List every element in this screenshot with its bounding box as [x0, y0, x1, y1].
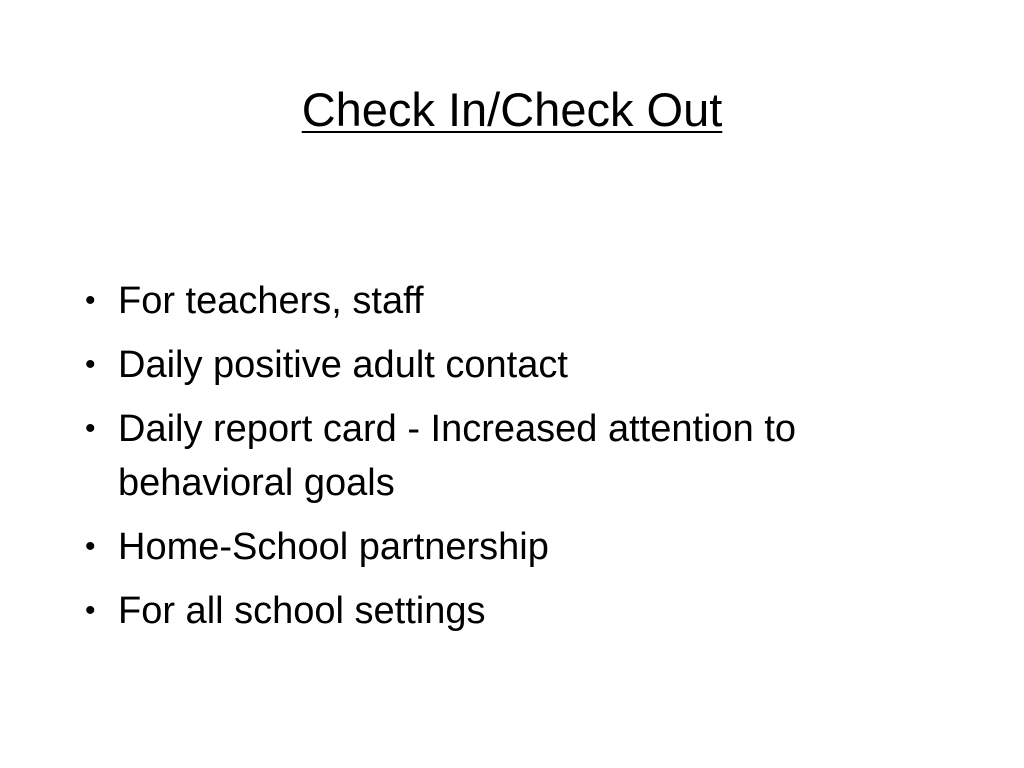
- bullet-list: [85, 274, 965, 648]
- bullet-marker: •: [85, 348, 96, 381]
- bullet-text: For all school settings: [118, 590, 486, 632]
- bullet-marker: •: [85, 530, 96, 563]
- bullet-item: [85, 338, 965, 392]
- bullet-text: Daily report card - Increased attention to behavioral goals: [118, 408, 797, 504]
- bullet-item: [85, 584, 965, 638]
- bullet-text: Daily positive adult contact: [118, 344, 568, 386]
- bullet-text: For teachers, staff: [118, 280, 424, 322]
- bullet-marker: •: [85, 284, 96, 317]
- bullet-text: Home-School partnership: [118, 526, 549, 568]
- slide-title: Check In/Check Out: [301, 83, 723, 136]
- bullet-marker: •: [85, 412, 96, 445]
- bullet-item: [85, 402, 965, 510]
- bullet-item: [85, 274, 965, 328]
- bullet-item: [85, 520, 965, 574]
- bullet-marker: •: [85, 594, 96, 627]
